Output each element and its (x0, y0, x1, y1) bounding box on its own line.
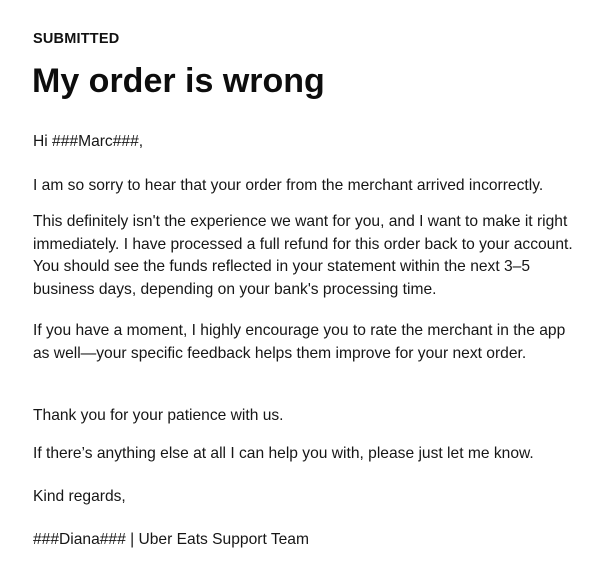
message-paragraph: I am so sorry to hear that your order from the merchant arrived incorrectly. (33, 177, 544, 194)
status-label: SUBMITTED (33, 31, 120, 47)
message-paragraph: Thank you for your patience with us. (33, 407, 284, 424)
message-paragraph: This definitely isn't the experience we want for you, and I want to make it right immediately. I have processed a full refund for this order back to your account. You should see the funds reflected in your statement within the next 3–5 business days, depending on your bank's processing time. (33, 213, 573, 298)
message-signature: ###Diana### | Uber Eats Support Team (33, 531, 309, 548)
message-closing: Kind regards, (33, 488, 126, 505)
message-paragraph: If there’s anything else at all I can help you with, please just let me know. (33, 445, 534, 462)
message-paragraph: If you have a moment, I highly encourage you to rate the merchant in the app as well—your specific feedback helps them improve for your next order. (33, 322, 566, 362)
message-greeting: Hi ###Marc###, (33, 133, 144, 150)
page-title: My order is wrong (32, 62, 325, 100)
